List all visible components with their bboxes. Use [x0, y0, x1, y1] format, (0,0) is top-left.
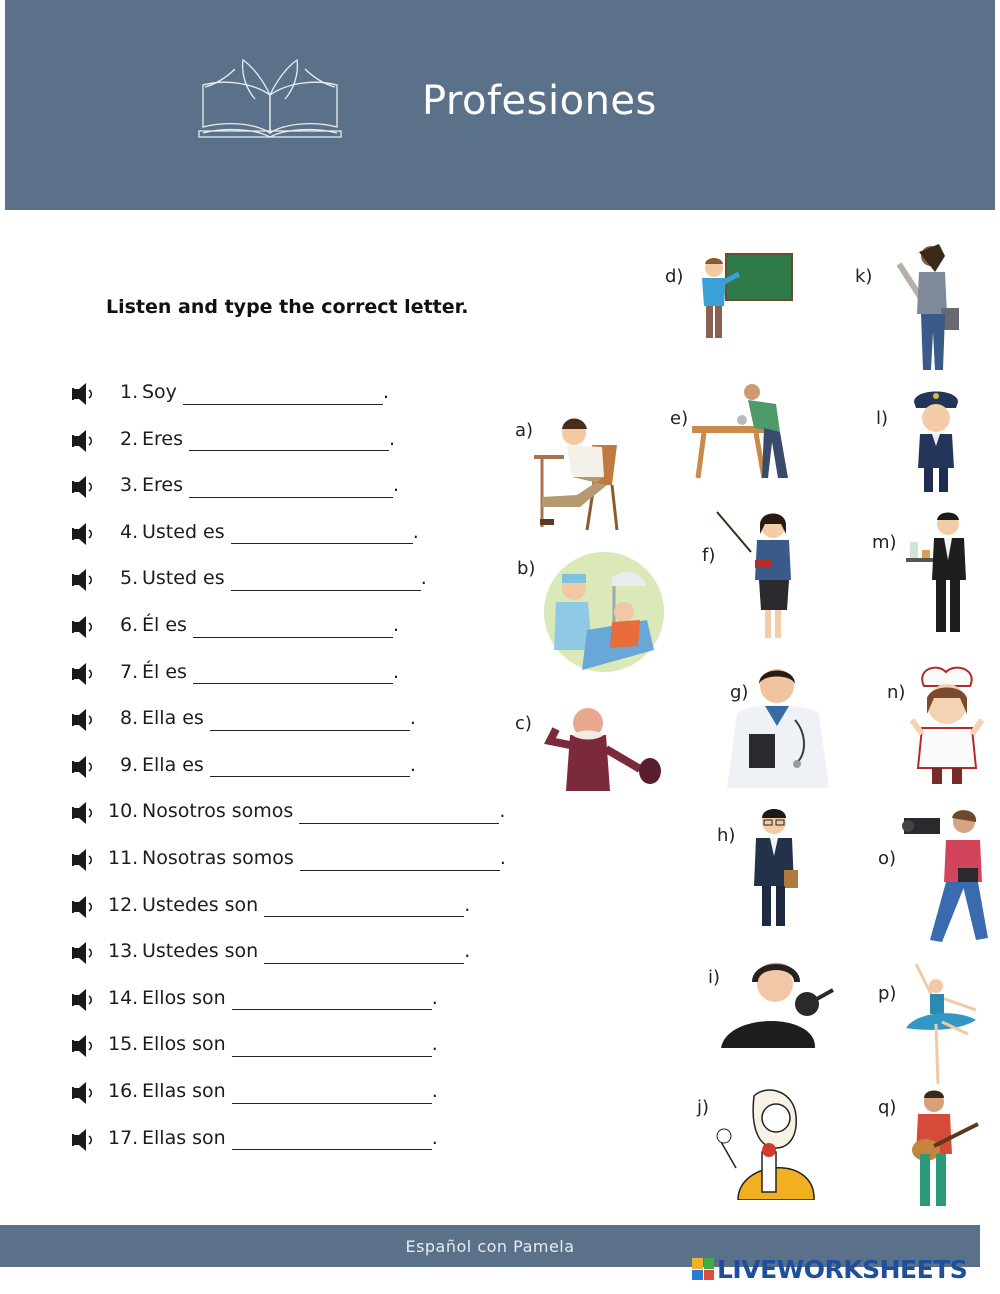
- pilot-icon: [910, 388, 962, 496]
- question-row: [70, 1080, 530, 1110]
- chef-icon: [902, 664, 992, 788]
- cameraman-icon: [902, 806, 990, 948]
- question-row: [70, 894, 530, 924]
- doctor-icon: [725, 664, 830, 788]
- answer-input[interactable]: [183, 383, 383, 405]
- question-end-punctuation: .: [499, 847, 506, 869]
- picture-label-m: m): [872, 532, 897, 553]
- question-number: 10.: [108, 800, 139, 823]
- question-end-punctuation: .: [431, 1126, 438, 1149]
- picture-label-n: n): [887, 682, 906, 703]
- question-end-punctuation: .: [392, 614, 400, 636]
- speaker-icon[interactable]: [70, 894, 96, 920]
- question-sentence: [142, 428, 395, 452]
- header-banner: [5, 0, 995, 210]
- guitarist-icon: [902, 1090, 980, 1212]
- question-row: [70, 1127, 530, 1157]
- question-row: [70, 987, 530, 1017]
- question-text: Ellos son: [142, 986, 226, 1009]
- question-number: 2.: [120, 427, 139, 450]
- answer-input[interactable]: [210, 709, 410, 731]
- question-row: [70, 847, 530, 877]
- question-number: 15.: [108, 1033, 139, 1056]
- answer-input[interactable]: [189, 476, 393, 498]
- speaker-icon[interactable]: [70, 381, 96, 407]
- picture-label-d: d): [665, 266, 684, 287]
- question-number: 1.: [120, 381, 139, 403]
- reporter-icon: [716, 1088, 816, 1200]
- question-text: Él es: [142, 614, 187, 636]
- answer-input[interactable]: [264, 895, 464, 917]
- liveworksheets-wordmark: LIVEWORKSHEETS: [717, 1254, 968, 1284]
- speaker-icon[interactable]: [70, 1033, 96, 1059]
- speaker-icon[interactable]: [70, 800, 96, 826]
- question-text: Eres: [142, 427, 183, 450]
- question-text: Ustedes son: [142, 893, 259, 916]
- answer-input[interactable]: [232, 1128, 432, 1150]
- question-sentence: [142, 474, 399, 498]
- liveworksheets-logo: [692, 1256, 967, 1282]
- question-row: [70, 567, 530, 597]
- question-text: Ella es: [142, 707, 204, 730]
- question-text: Ellas son: [142, 1126, 226, 1149]
- question-row: [70, 428, 530, 458]
- question-number: 7.: [120, 660, 139, 683]
- speaker-icon[interactable]: [70, 754, 96, 780]
- question-text: Ella es: [142, 753, 204, 776]
- question-end-punctuation: .: [420, 567, 427, 590]
- question-sentence: [142, 940, 470, 964]
- answer-input[interactable]: [232, 1035, 432, 1057]
- architect-icon: [895, 242, 963, 374]
- picture-label-j: j): [697, 1097, 710, 1118]
- speaker-icon[interactable]: [70, 428, 96, 454]
- speaker-icon[interactable]: [70, 847, 96, 873]
- question-number: 17.: [108, 1126, 139, 1149]
- question-end-punctuation: .: [412, 520, 419, 543]
- speaker-icon[interactable]: [70, 521, 96, 547]
- question-text: Ustedes son: [142, 940, 259, 963]
- liveworksheets-logo-icon: [692, 1258, 714, 1280]
- question-number: 12.: [108, 893, 139, 916]
- picture-label-p: p): [878, 983, 897, 1004]
- question-sentence: [142, 707, 416, 731]
- picture-label-l: l): [876, 408, 889, 429]
- page-title: Profesiones: [422, 78, 657, 124]
- picture-label-b: b): [517, 558, 536, 579]
- question-text: Soy: [142, 381, 177, 403]
- teacher-blackboard-icon: [694, 252, 794, 342]
- question-number: 8.: [120, 707, 139, 730]
- question-text: Eres: [142, 474, 183, 497]
- picture-label-f: f): [702, 545, 716, 566]
- question-number: 11.: [108, 847, 139, 869]
- question-number: 5.: [120, 567, 139, 590]
- picture-label-q: q): [878, 1097, 897, 1118]
- question-sentence: [142, 754, 416, 778]
- question-sentence: [142, 381, 389, 405]
- answer-input[interactable]: [232, 988, 432, 1010]
- question-row: [70, 474, 530, 504]
- speaker-icon[interactable]: [70, 707, 96, 733]
- answer-input[interactable]: [231, 569, 421, 591]
- footer-credit: Español con Pamela: [405, 1237, 575, 1256]
- speaker-icon[interactable]: [70, 1127, 96, 1153]
- picture-label-h: h): [717, 825, 736, 846]
- question-end-punctuation: .: [389, 427, 396, 450]
- question-row: [70, 940, 530, 970]
- waiter-icon: [904, 510, 972, 636]
- question-end-punctuation: .: [464, 893, 471, 916]
- question-sentence: [142, 987, 438, 1011]
- question-row: [70, 661, 530, 691]
- instruction-text: Listen and type the correct letter.: [106, 296, 469, 318]
- question-row: [70, 521, 530, 551]
- picture-label-o: o): [878, 848, 897, 869]
- question-end-punctuation: .: [464, 940, 471, 963]
- question-sentence: [142, 894, 470, 918]
- question-number: 3.: [120, 474, 139, 497]
- question-end-punctuation: .: [431, 986, 438, 1009]
- question-sentence: [142, 800, 505, 824]
- picture-label-c: c): [515, 713, 532, 734]
- question-sentence: [142, 521, 419, 545]
- speaker-icon[interactable]: [70, 614, 96, 640]
- carpenter-icon: [692, 382, 802, 482]
- answer-input[interactable]: [231, 522, 413, 544]
- open-book-icon: [195, 55, 345, 145]
- answer-input[interactable]: [300, 849, 500, 871]
- answer-input[interactable]: [299, 802, 499, 824]
- question-number: 9.: [120, 753, 139, 776]
- picture-label-a: a): [515, 420, 534, 441]
- speaker-icon[interactable]: [70, 474, 96, 500]
- question-end-punctuation: .: [431, 1080, 438, 1102]
- answer-input[interactable]: [232, 1082, 432, 1104]
- singer-microphone-icon: [717, 960, 835, 1048]
- question-end-punctuation: .: [382, 381, 390, 403]
- speaker-icon[interactable]: [70, 1080, 96, 1106]
- picture-label-k: k): [855, 266, 873, 287]
- question-sentence: [142, 1127, 438, 1151]
- question-end-punctuation: .: [409, 753, 416, 776]
- question-number: 6.: [120, 614, 139, 636]
- question-end-punctuation: .: [409, 707, 416, 730]
- question-end-punctuation: .: [499, 800, 506, 823]
- question-number: 13.: [108, 940, 139, 963]
- actor-icon: [540, 705, 665, 793]
- student-at-desk-icon: [532, 415, 622, 535]
- question-text: Usted es: [142, 520, 225, 543]
- question-sentence: [142, 567, 427, 591]
- question-row: [70, 800, 530, 830]
- picture-label-i: i): [708, 967, 721, 988]
- question-sentence: [142, 661, 399, 685]
- picture-label-e: e): [670, 408, 689, 429]
- speaker-icon[interactable]: [70, 567, 96, 593]
- question-text: Ellas son: [142, 1080, 226, 1102]
- question-text: Nosotras somos: [142, 847, 294, 869]
- question-end-punctuation: .: [393, 474, 400, 497]
- answer-input[interactable]: [193, 616, 393, 638]
- question-row: [70, 381, 530, 411]
- question-row: [70, 707, 530, 737]
- answer-input[interactable]: [264, 942, 464, 964]
- answer-input[interactable]: [210, 755, 410, 777]
- dentist-icon: [542, 550, 664, 682]
- question-end-punctuation: .: [392, 660, 400, 683]
- question-sentence: [142, 1033, 438, 1057]
- teacher-pointer-icon: [715, 510, 800, 645]
- answer-input[interactable]: [189, 429, 389, 451]
- question-number: 4.: [120, 520, 139, 543]
- speaker-icon[interactable]: [70, 987, 96, 1013]
- answer-input[interactable]: [193, 662, 393, 684]
- speaker-icon[interactable]: [70, 940, 96, 966]
- question-end-punctuation: .: [431, 1033, 438, 1056]
- question-sentence: [142, 614, 399, 638]
- ballerina-icon: [902, 962, 982, 1090]
- question-text: Él es: [142, 660, 187, 683]
- question-text: Nosotros somos: [142, 800, 294, 823]
- lawyer-icon: [748, 806, 802, 932]
- question-row: [70, 754, 530, 784]
- question-sentence: [142, 1080, 438, 1104]
- speaker-icon[interactable]: [70, 661, 96, 687]
- question-row: [70, 614, 530, 644]
- question-sentence: [142, 847, 506, 871]
- picture-label-g: g): [730, 682, 749, 703]
- question-text: Ellos son: [142, 1033, 226, 1056]
- question-number: 14.: [108, 986, 139, 1009]
- question-text: Usted es: [142, 567, 225, 590]
- question-number: 16.: [108, 1080, 139, 1102]
- question-row: [70, 1033, 530, 1063]
